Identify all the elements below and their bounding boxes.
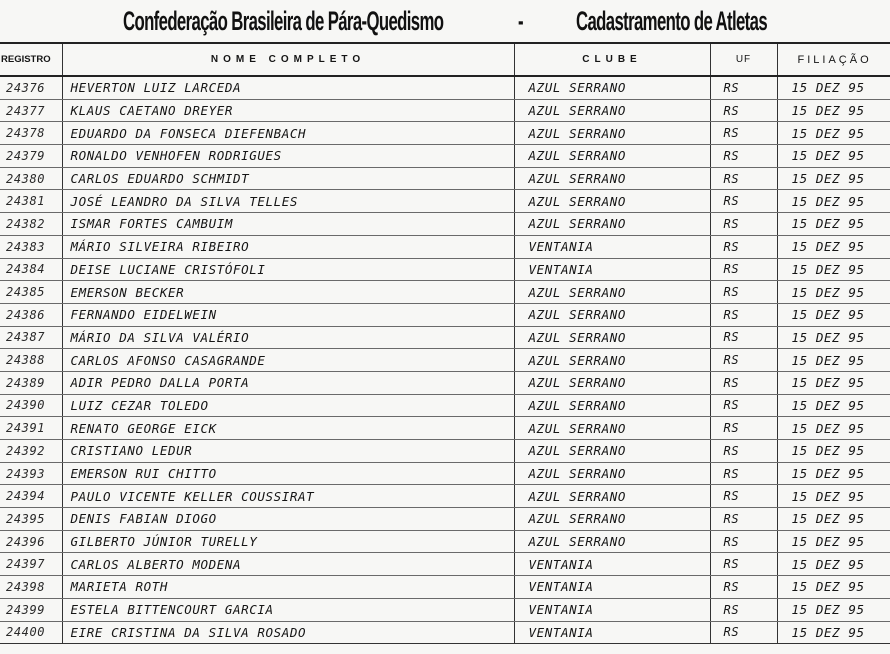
table-row [0, 576, 890, 599]
table-row [0, 213, 890, 236]
table-row [0, 326, 890, 349]
cell-nome: CARLOS EDUARDO SCHMIDT [62, 167, 514, 190]
cell-filiacao: 15 DEZ 95 [777, 576, 890, 599]
cell-clube: AZUL SERRANO [514, 303, 710, 326]
cell-clube: VENTANIA [514, 235, 710, 258]
cell-uf: RS [710, 281, 777, 304]
cell-filiacao: 15 DEZ 95 [777, 417, 890, 440]
title-subject: Cadastramento de Atletas [576, 6, 768, 36]
cell-nome: EMERSON BECKER [62, 281, 514, 304]
cell-registro: 24386 [0, 303, 62, 326]
cell-uf: RS [710, 508, 777, 531]
cell-clube: VENTANIA [514, 258, 710, 281]
cell-uf: RS [710, 190, 777, 213]
cell-registro: 24389 [0, 371, 62, 394]
cell-clube: AZUL SERRANO [514, 394, 710, 417]
cell-registro: 24398 [0, 576, 62, 599]
cell-filiacao: 15 DEZ 95 [777, 508, 890, 531]
table-row [0, 598, 890, 621]
table-row [0, 76, 890, 99]
cell-nome: CARLOS AFONSO CASAGRANDE [62, 349, 514, 372]
header-uf: UF [710, 43, 777, 76]
cell-filiacao: 15 DEZ 95 [777, 326, 890, 349]
cell-clube: AZUL SERRANO [514, 326, 710, 349]
cell-registro: 24379 [0, 145, 62, 168]
cell-uf: RS [710, 553, 777, 576]
cell-nome: JOSÉ LEANDRO DA SILVA TELLES [62, 190, 514, 213]
cell-clube: VENTANIA [514, 576, 710, 599]
cell-nome: EDUARDO DA FONSECA DIEFENBACH [62, 122, 514, 145]
cell-nome: EIRE CRISTINA DA SILVA ROSADO [62, 621, 514, 644]
table-row [0, 508, 890, 531]
table-row [0, 167, 890, 190]
cell-nome: GILBERTO JÚNIOR TURELLY [62, 530, 514, 553]
cell-nome: FERNANDO EIDELWEIN [62, 303, 514, 326]
cell-clube: VENTANIA [514, 598, 710, 621]
cell-uf: RS [710, 576, 777, 599]
cell-registro: 24385 [0, 281, 62, 304]
cell-filiacao: 15 DEZ 95 [777, 530, 890, 553]
table-header-row [0, 43, 890, 76]
table-body [0, 76, 890, 644]
cell-clube: AZUL SERRANO [514, 281, 710, 304]
cell-uf: RS [710, 303, 777, 326]
cell-registro: 24378 [0, 122, 62, 145]
cell-uf: RS [710, 394, 777, 417]
cell-clube: AZUL SERRANO [514, 508, 710, 531]
cell-filiacao: 15 DEZ 95 [777, 99, 890, 122]
cell-nome: MARIETA ROTH [62, 576, 514, 599]
cell-registro: 24392 [0, 440, 62, 463]
cell-registro: 24382 [0, 213, 62, 236]
cell-nome: RONALDO VENHOFEN RODRIGUES [62, 145, 514, 168]
cell-uf: RS [710, 258, 777, 281]
cell-registro: 24387 [0, 326, 62, 349]
cell-nome: EMERSON RUI CHITTO [62, 462, 514, 485]
cell-clube: AZUL SERRANO [514, 76, 710, 99]
cell-filiacao: 15 DEZ 95 [777, 598, 890, 621]
table-row [0, 621, 890, 644]
header-registro: REGISTRO [0, 43, 62, 76]
cell-uf: RS [710, 417, 777, 440]
cell-registro: 24388 [0, 349, 62, 372]
table-row [0, 485, 890, 508]
cell-nome: ESTELA BITTENCOURT GARCIA [62, 598, 514, 621]
cell-clube: AZUL SERRANO [514, 485, 710, 508]
cell-uf: RS [710, 326, 777, 349]
table-row [0, 530, 890, 553]
athletes-table [0, 42, 890, 644]
cell-filiacao: 15 DEZ 95 [777, 281, 890, 304]
cell-clube: VENTANIA [514, 621, 710, 644]
table-row [0, 371, 890, 394]
table-row [0, 394, 890, 417]
table-row [0, 190, 890, 213]
cell-registro: 24393 [0, 462, 62, 485]
cell-uf: RS [710, 621, 777, 644]
cell-nome: CRISTIANO LEDUR [62, 440, 514, 463]
cell-nome: MÁRIO DA SILVA VALÉRIO [62, 326, 514, 349]
cell-nome: RENATO GEORGE EICK [62, 417, 514, 440]
cell-uf: RS [710, 530, 777, 553]
cell-filiacao: 15 DEZ 95 [777, 303, 890, 326]
table-row [0, 99, 890, 122]
cell-registro: 24391 [0, 417, 62, 440]
cell-uf: RS [710, 76, 777, 99]
cell-nome: DENIS FABIAN DIOGO [62, 508, 514, 531]
cell-uf: RS [710, 167, 777, 190]
cell-nome: ISMAR FORTES CAMBUIM [62, 213, 514, 236]
cell-registro: 24376 [0, 76, 62, 99]
cell-filiacao: 15 DEZ 95 [777, 235, 890, 258]
cell-nome: PAULO VICENTE KELLER COUSSIRAT [62, 485, 514, 508]
cell-registro: 24396 [0, 530, 62, 553]
cell-clube: AZUL SERRANO [514, 530, 710, 553]
cell-nome: LUIZ CEZAR TOLEDO [62, 394, 514, 417]
cell-clube: AZUL SERRANO [514, 417, 710, 440]
cell-filiacao: 15 DEZ 95 [777, 167, 890, 190]
title-organization: Confederação Brasileira de Pára-Quedismo [123, 6, 444, 36]
cell-uf: RS [710, 462, 777, 485]
cell-clube: AZUL SERRANO [514, 213, 710, 236]
table-row [0, 553, 890, 576]
cell-filiacao: 15 DEZ 95 [777, 349, 890, 372]
table-row [0, 281, 890, 304]
cell-clube: AZUL SERRANO [514, 145, 710, 168]
cell-filiacao: 15 DEZ 95 [777, 145, 890, 168]
cell-uf: RS [710, 485, 777, 508]
cell-registro: 24390 [0, 394, 62, 417]
cell-clube: AZUL SERRANO [514, 99, 710, 122]
table-row [0, 440, 890, 463]
cell-filiacao: 15 DEZ 95 [777, 213, 890, 236]
cell-clube: AZUL SERRANO [514, 167, 710, 190]
cell-clube: AZUL SERRANO [514, 440, 710, 463]
cell-filiacao: 15 DEZ 95 [777, 485, 890, 508]
cell-uf: RS [710, 213, 777, 236]
header-filiacao: FILIAÇÃO [777, 43, 890, 76]
table-row [0, 303, 890, 326]
table-row [0, 462, 890, 485]
cell-clube: VENTANIA [514, 553, 710, 576]
cell-clube: AZUL SERRANO [514, 462, 710, 485]
cell-nome: CARLOS ALBERTO MODENA [62, 553, 514, 576]
cell-filiacao: 15 DEZ 95 [777, 553, 890, 576]
cell-registro: 24397 [0, 553, 62, 576]
header-nome-completo: NOME COMPLETO [62, 43, 514, 76]
cell-registro: 24383 [0, 235, 62, 258]
cell-uf: RS [710, 349, 777, 372]
cell-nome: HEVERTON LUIZ LARCEDA [62, 76, 514, 99]
cell-registro: 24381 [0, 190, 62, 213]
cell-nome: ADIR PEDRO DALLA PORTA [62, 371, 514, 394]
cell-uf: RS [710, 598, 777, 621]
cell-registro: 24384 [0, 258, 62, 281]
cell-uf: RS [710, 122, 777, 145]
cell-uf: RS [710, 235, 777, 258]
cell-nome: MÁRIO SILVEIRA RIBEIRO [62, 235, 514, 258]
cell-uf: RS [710, 145, 777, 168]
header-clube: CLUBE [514, 43, 710, 76]
table-row [0, 235, 890, 258]
cell-filiacao: 15 DEZ 95 [777, 122, 890, 145]
cell-nome: DEISE LUCIANE CRISTÓFOLI [62, 258, 514, 281]
table-row [0, 349, 890, 372]
cell-uf: RS [710, 99, 777, 122]
cell-registro: 24399 [0, 598, 62, 621]
cell-filiacao: 15 DEZ 95 [777, 190, 890, 213]
cell-registro: 24377 [0, 99, 62, 122]
cell-clube: AZUL SERRANO [514, 349, 710, 372]
cell-registro: 24380 [0, 167, 62, 190]
cell-clube: AZUL SERRANO [514, 190, 710, 213]
cell-filiacao: 15 DEZ 95 [777, 76, 890, 99]
cell-nome: KLAUS CAETANO DREYER [62, 99, 514, 122]
cell-clube: AZUL SERRANO [514, 371, 710, 394]
cell-filiacao: 15 DEZ 95 [777, 394, 890, 417]
table-row [0, 417, 890, 440]
cell-registro: 24395 [0, 508, 62, 531]
cell-clube: AZUL SERRANO [514, 122, 710, 145]
cell-filiacao: 15 DEZ 95 [777, 440, 890, 463]
cell-filiacao: 15 DEZ 95 [777, 258, 890, 281]
document-title [0, 0, 890, 42]
table-row [0, 145, 890, 168]
cell-filiacao: 15 DEZ 95 [777, 371, 890, 394]
cell-filiacao: 15 DEZ 95 [777, 462, 890, 485]
cell-filiacao: 15 DEZ 95 [777, 621, 890, 644]
cell-uf: RS [710, 440, 777, 463]
title-separator: - [518, 6, 523, 36]
table-row [0, 258, 890, 281]
table-row [0, 122, 890, 145]
cell-uf: RS [710, 371, 777, 394]
cell-registro: 24394 [0, 485, 62, 508]
cell-registro: 24400 [0, 621, 62, 644]
